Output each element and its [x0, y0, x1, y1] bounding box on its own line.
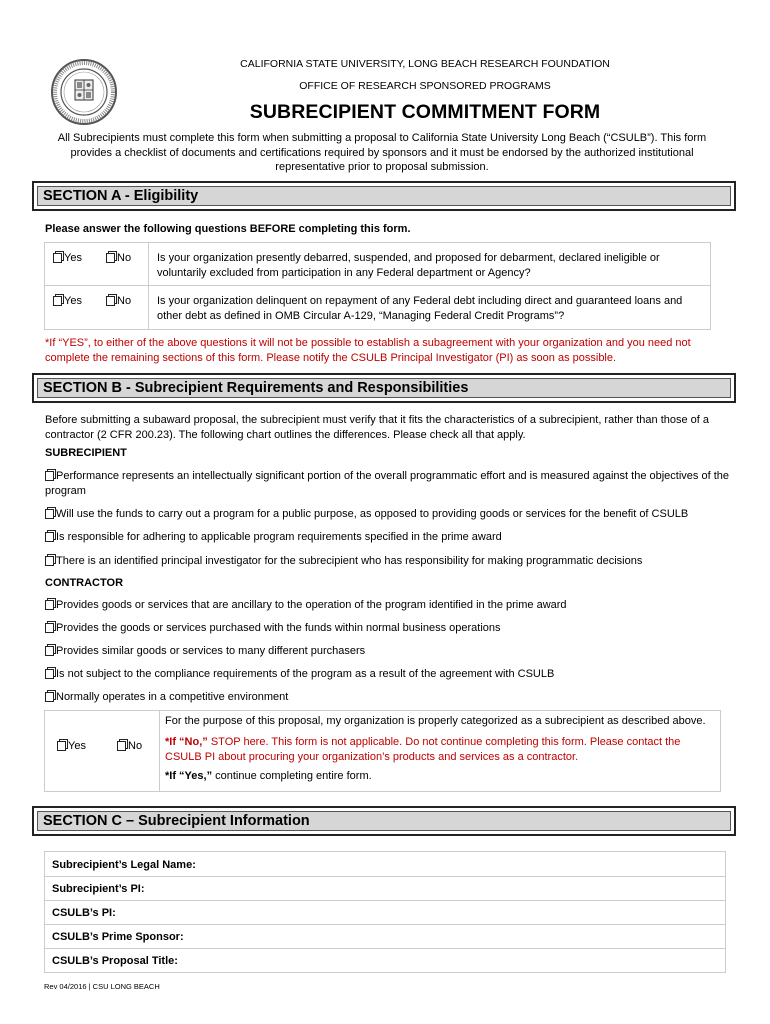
- contractor-item[interactable]: Is not subject to the compliance requirements of the program as a result of the agreement with CSULB: [45, 667, 735, 682]
- section-a-instruction: Please answer the following questions BEFORE completing this form.: [45, 223, 411, 235]
- q2-yes-checkbox[interactable]: [53, 296, 62, 306]
- q2-yes-option[interactable]: Yes: [53, 294, 82, 309]
- checkbox[interactable]: [45, 692, 54, 702]
- checkbox[interactable]: [45, 600, 54, 610]
- proposal-title-field[interactable]: CSULB’s Proposal Title:: [52, 955, 178, 967]
- contractor-heading: CONTRACTOR: [45, 577, 124, 589]
- q1-yes-checkbox[interactable]: [53, 253, 62, 263]
- contractor-item[interactable]: Provides similar goods or services to many different purchasers: [45, 644, 735, 659]
- confirm-no-option[interactable]: No: [117, 739, 142, 754]
- section-a-title: SECTION A - Eligibility: [37, 186, 731, 206]
- contractor-item[interactable]: Normally operates in a competitive environment: [45, 690, 735, 705]
- q2-no-option[interactable]: No: [106, 294, 131, 309]
- q1-no-option[interactable]: No: [106, 251, 131, 266]
- checkbox[interactable]: [45, 646, 54, 656]
- csulb-pi-field[interactable]: CSULB’s PI:: [52, 907, 116, 919]
- q2-no-checkbox[interactable]: [106, 296, 115, 306]
- confirm-yes-checkbox[interactable]: [57, 741, 66, 751]
- section-a-header: [32, 181, 736, 211]
- form-title: SUBRECIPIENT COMMITMENT FORM: [249, 101, 601, 123]
- checkbox[interactable]: [45, 623, 54, 633]
- q1-yes-option[interactable]: Yes: [53, 251, 82, 266]
- subrecipient-item[interactable]: Will use the funds to carry out a program for a public purpose, as opposed to providing goods or services for the benefit of CSULB: [45, 507, 735, 522]
- contractor-item[interactable]: Provides goods or services that are ancillary to the operation of the program identified in the prime award: [45, 598, 735, 613]
- footer: Rev 04/2016 | CSU LONG BEACH: [44, 982, 160, 991]
- checkbox[interactable]: [45, 509, 54, 519]
- legal-name-field[interactable]: Subrecipient’s Legal Name:: [52, 859, 196, 871]
- subrecipient-item[interactable]: Performance represents an intellectually significant portion of the overall programmatic effort and is measured against the objectives of the program: [45, 470, 729, 497]
- subrecipient-heading: SUBRECIPIENT: [45, 447, 127, 459]
- q1-text: Is your organization presently debarred, suspended, and proposed for debarment, declared ineligible or voluntarily excluded from participation in any Federal department or Agency?: [157, 252, 660, 279]
- section-c-header: [32, 806, 736, 836]
- section-b-title: SECTION B - Subrecipient Requirements and Responsibilities: [37, 378, 731, 398]
- org-name: CALIFORNIA STATE UNIVERSITY, LONG BEACH RESEARCH FOUNDATION: [240, 58, 610, 70]
- checkbox[interactable]: [45, 556, 54, 566]
- contractor-item[interactable]: Provides the goods or services purchased with the funds within normal business operations: [45, 621, 735, 636]
- subrecipient-item[interactable]: There is an identified principal investigator for the subrecipient who has responsibility for making programmatic decisions: [45, 554, 735, 569]
- q1-no-checkbox[interactable]: [106, 253, 115, 263]
- if-no-note: *If “No,” STOP here. This form is not applicable. Do not continue completing this form. Please contact the CSULB PI about procuring your organization’s products and services as a contractor.: [165, 736, 681, 763]
- university-seal: [50, 58, 118, 126]
- confirm-no-checkbox[interactable]: [117, 741, 126, 751]
- intro-text: All Subrecipients must complete this form when submitting a proposal to California State University Long Beach (“CSULB”). This form provides a checklist of documents and certifications required by sponsors and it must be endorsed by the authorized institutional representative prior to proposal submission.: [57, 132, 707, 173]
- checkbox[interactable]: [45, 471, 54, 481]
- checkbox[interactable]: [45, 669, 54, 679]
- office-name: OFFICE OF RESEARCH SPONSORED PROGRAMS: [299, 80, 551, 92]
- section-b-header: [32, 373, 736, 403]
- checkbox[interactable]: [45, 532, 54, 542]
- section-c-title: SECTION C – Subrecipient Information: [37, 811, 731, 831]
- if-yes-note: *If “Yes,” continue completing entire form.: [165, 770, 372, 782]
- subrecipient-item[interactable]: Is responsible for adhering to applicable program requirements specified in the prime award: [45, 530, 735, 545]
- prime-sponsor-field[interactable]: CSULB’s Prime Sponsor:: [52, 931, 184, 943]
- section-b-intro: Before submitting a subaward proposal, the subrecipient must verify that it fits the characteristics of a subrecipient, rather than those of a contractor (2 CFR 200.23). The following chart outlines the differences. Please check all that apply.: [45, 414, 710, 441]
- confirm-statement: For the purpose of this proposal, my organization is properly categorized as a subrecipient as described above.: [165, 715, 706, 727]
- confirm-yes-option[interactable]: Yes: [57, 739, 86, 754]
- q2-text: Is your organization delinquent on repayment of any Federal debt including direct and guaranteed loans and other debt as defined in OMB Circular A-129, “Managing Federal Credit Programs”?: [157, 295, 683, 322]
- eligibility-warning: *If “YES”, to either of the above questions it will not be possible to establish a subagreement with your organization and you need not complete the remaining sections of this form. Please notify the CSULB Principal Investigator (PI) as soon as possible.: [45, 337, 691, 364]
- subrecipient-pi-field[interactable]: Subrecipient’s PI:: [52, 883, 145, 895]
